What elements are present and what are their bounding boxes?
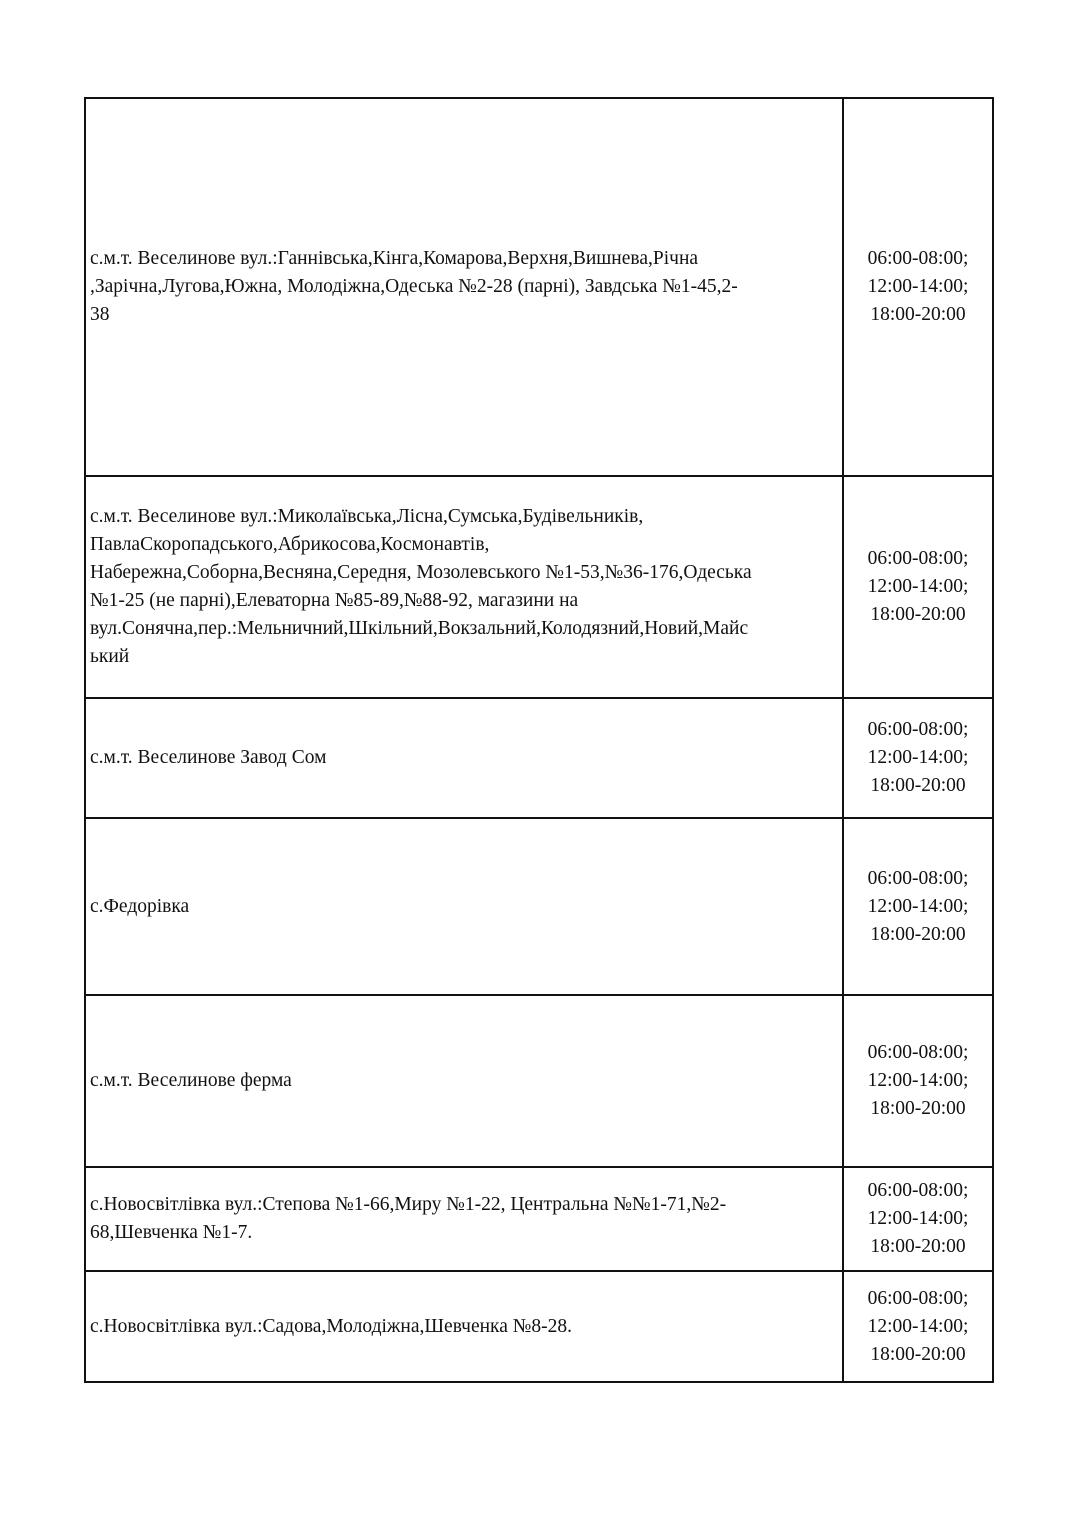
time-slot: 12:00-14:00; (867, 1208, 969, 1229)
location-cell: с.Федорівка (85, 818, 843, 995)
time-slot: 06:00-08:00; (867, 1287, 969, 1309)
time-cell (843, 698, 993, 818)
time-slot: 12:00-14:00; (867, 895, 969, 917)
table-row (85, 995, 993, 1167)
time-slot: 18:00-20:00 (870, 923, 966, 945)
time-slot: 06:00-08:00; (867, 1042, 969, 1063)
time-slot: 06:00-08:00; (867, 719, 969, 740)
time-slot: 12:00-14:00; (867, 747, 969, 768)
outage-schedule-table (84, 97, 994, 1383)
table-row (85, 698, 993, 818)
time-slot: 18:00-20:00 (870, 604, 966, 625)
table-row (85, 818, 993, 995)
time-cell (843, 476, 993, 698)
table-row (85, 1271, 993, 1382)
time-slot: 18:00-20:00 (870, 1236, 966, 1257)
time-slot: 12:00-14:00; (867, 1315, 969, 1337)
time-slot: 06:00-08:00; (867, 548, 969, 569)
time-slot: 12:00-14:00; (867, 276, 969, 297)
time-slot: 12:00-14:00; (867, 576, 969, 597)
time-cell (843, 995, 993, 1167)
table-row (85, 1167, 993, 1271)
time-slot: 06:00-08:00; (867, 1180, 969, 1201)
time-cell (843, 1271, 993, 1382)
time-cell (843, 818, 993, 995)
time-slot: 18:00-20:00 (870, 775, 966, 796)
location-cell: с.Новосвітлівка вул.:Степова №1-66,Миру №1-22, Центральна №№1-71,№2- 68,Шевченка №1-7. (85, 1167, 843, 1271)
time-cell (843, 98, 993, 476)
time-slot: 18:00-20:00 (870, 304, 966, 325)
table-row (85, 98, 993, 476)
time-slot: 06:00-08:00; (867, 248, 969, 269)
location-cell: с.м.т. Веселинове ферма (85, 995, 843, 1167)
location-cell: с.м.т. Веселинове вул.:Миколаївська,Лісна,Сумська,Будівельників, ПавлаСкоропадського,Абрикосова,Космонавтів, Набережна,Соборна,Весняна,Середня, Мозолевського №1-53,№36-176,Одеська №1-25 (не парні),Елеваторна №85-89,№88-92, магазини на вул.Сонячна,пер.:Мельничний,Шкільний,Вокзальний,Колодязний,Новий,Майс ький (85, 476, 843, 698)
time-slot: 18:00-20:00 (870, 1343, 966, 1365)
time-slot: 18:00-20:00 (870, 1098, 966, 1119)
time-slot: 06:00-08:00; (867, 867, 969, 889)
location-cell: с.Новосвітлівка вул.:Садова,Молодіжна,Шевченка №8-28. (85, 1271, 843, 1382)
time-cell (843, 1167, 993, 1271)
location-cell: с.м.т. Веселинове Завод Сом (85, 698, 843, 818)
table-row (85, 476, 993, 698)
time-slot: 12:00-14:00; (867, 1070, 969, 1091)
location-cell: с.м.т. Веселинове вул.:Ганнівська,Кінга,Комарова,Верхня,Вишнева,Річна ,Зарічна,Лугова,Южна, Молодіжна,Одеська №2-28 (парні), Завдська №1-45,2- 38 (85, 98, 843, 476)
